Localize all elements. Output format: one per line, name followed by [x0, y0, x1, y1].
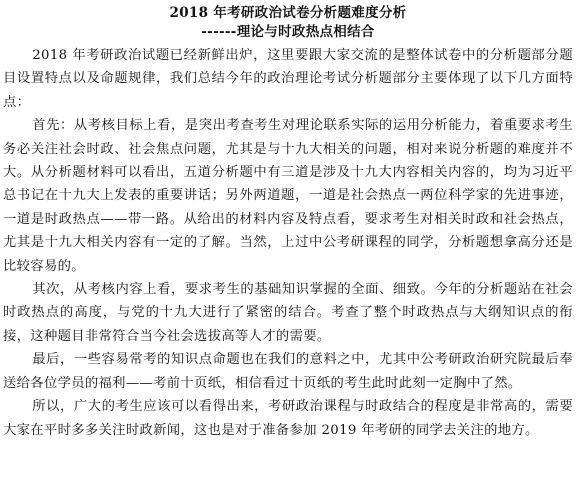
paragraph-conclusion: 所以，广大的考生应该可以看得出来，考研政治课程与时政结合的程度是非常高的，需要大家在平时多多关注时政新闻，这也是对于准备参加 2019 年考研的同学去关注的地方。 [3, 399, 573, 438]
paragraph-intro: 2018 年考研政治试题已经新鲜出炉，这里要跟大家交流的是整体试卷中的分析题部分题目设置特点以及命题规律，我们总结今年的政治理论考试分析题部分主要体现了以下几方面特点： [3, 48, 573, 110]
document-title: 2018 年考研政治试卷分析题难度分析 [169, 5, 407, 21]
paragraph-second: 其次，从考核内容上看，要求考生的基础知识掌握的全面、细致。今年的分析题站在社会时政热点的高度，与党的十九大进行了紧密的结合。考查了整个时政热点与大纲知识点的衔接，这种题目非常符合当今社会选拔高等人才的需要。 [3, 282, 573, 344]
paragraph-first: 首先：从考核目标上看，是突出考查考生对理论联系实际的运用分析能力，着重要求考生务必关注社会时政、社会焦点问题，尤其是与十九大相关的问题，相对来说分析题的难度并不大。从分析题材料可以看出，五道分析题中有三道是涉及十九大内容相关内容的，均为习近平总书记在十九大上发表的重要讲话；另外两道题，一道是社会热点一两位科学家的先进事迹，一道是时政热点——带一路。从给出的材料内容及特点看，要求考生对相关时政和社会热点，尤其是十九大相关内容有一定的了解。当然，上过中公考研课程的同学，分析题想拿高分还是比较容易的。 [3, 118, 573, 274]
paragraph-last: 最后，一些容易常考的知识点命题也在我们的意料之中，尤其中公考研政治研究院最后奉送给各位学员的福利——考前十页纸，相信看过十页纸的考生此时此刻一定胸中了然。 [3, 352, 573, 391]
document-subtitle: ------理论与时政热点相结合 [201, 24, 375, 40]
